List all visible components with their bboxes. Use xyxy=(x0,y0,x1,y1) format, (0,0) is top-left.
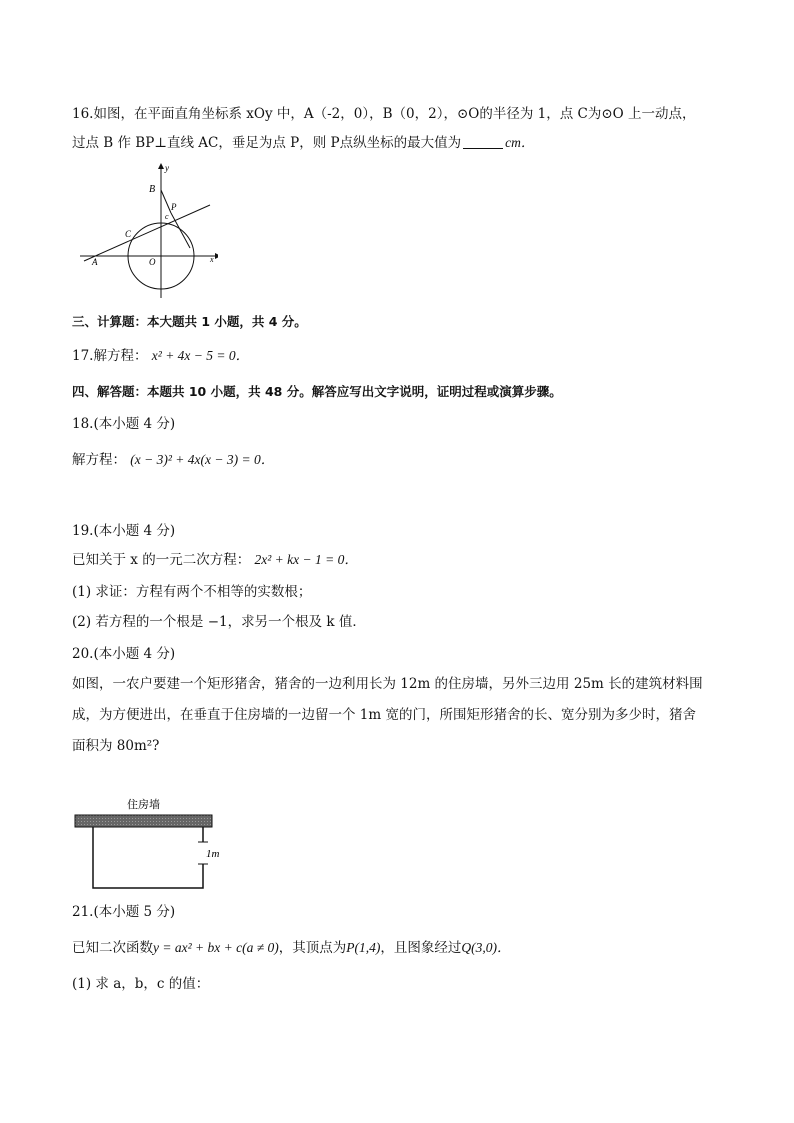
section-4-heading: 四、解答题：本题共 10 小题，共 48 分。解答应写出文字说明，证明过程或演算步骤。 xyxy=(72,384,562,399)
q21-part-1: (1) 求 a，b，c 的值： xyxy=(72,976,210,992)
q21-point: Q(3,0)． xyxy=(461,940,511,955)
q18 xyxy=(72,450,274,470)
q18-equation: (x − 3)² + 4x(x − 3) = 0． xyxy=(130,452,275,467)
label-a: A xyxy=(92,257,98,267)
label-y: y xyxy=(165,163,169,173)
q21-vertex: P(1,4) xyxy=(346,940,381,955)
q21-line-1 xyxy=(72,938,511,958)
q20-line-3: 面积为 80m²? xyxy=(72,738,160,754)
q20-header: 20.(本小题 4 分) xyxy=(72,646,176,662)
label-p: P xyxy=(171,202,177,212)
q19-part-1: (1) 求证：方程有两个不相等的实数根； xyxy=(72,584,312,600)
label-c-small: c xyxy=(165,212,169,221)
q17-equation: x² + 4x − 5 = 0． xyxy=(151,348,250,363)
line-ac xyxy=(84,205,210,261)
q16-line-2-text: 过点 B 作 BP⊥直线 AC，垂足为点 P，则 P点纵坐标的最大值为 xyxy=(72,135,462,151)
q21-passes-text: ，且图象经过 xyxy=(380,940,462,956)
q16-figure xyxy=(78,162,218,302)
wall-label: 住房墙 xyxy=(127,798,160,811)
q19-part-2: (2) 若方程的一个根是 −1，求另一个根及 k 值． xyxy=(72,614,366,630)
door-label: 1m xyxy=(206,848,220,860)
q21-header: 21.(本小题 5 分) xyxy=(72,904,176,920)
q20-line-2: 成，为方便进出，在垂直于住房墙的一边留一个 1m 宽的门，所围矩形猪舍的长、宽分别为多少时，猪舍 xyxy=(72,707,696,723)
label-x: x xyxy=(210,255,214,264)
q20-line-1: 如图，一农户要建一个矩形猪舍，猪舍的一边利用长为 12m 的住房墙，另外三边用 25m 长的建筑材料围 xyxy=(72,676,703,692)
q19-equation: 2x² + kx − 1 = 0． xyxy=(254,552,358,567)
q18-header: 18.(本小题 4 分) xyxy=(72,416,176,432)
q16-line-1: 16.如图，在平面直角坐标系 xOy 中，A（-2，0），B（0，2），⊙O的半径为 1，点 C为⊙O 上一动点， xyxy=(72,106,696,122)
q19-header: 19.(本小题 4 分) xyxy=(72,523,176,539)
q21-function: y = ax² + bx + c(a ≠ 0) xyxy=(153,940,279,955)
q16-line-2 xyxy=(72,133,534,153)
q20-figure xyxy=(72,794,232,890)
q19-intro: 已知关于 x 的一元二次方程： xyxy=(72,552,251,568)
label-c: C xyxy=(125,229,132,239)
q19-line-1 xyxy=(72,550,358,570)
q17-label: 17.解方程： xyxy=(72,348,148,364)
label-b: B xyxy=(149,184,156,195)
house-wall xyxy=(75,815,212,827)
label-o: O xyxy=(149,257,156,267)
q16-unit: cm． xyxy=(505,135,535,150)
q17 xyxy=(72,346,249,366)
q21-intro: 已知二次函数 xyxy=(72,940,153,956)
section-3-heading: 三、计算题：本大题共 1 小题，共 4 分。 xyxy=(72,314,307,329)
segment-bp xyxy=(161,190,171,213)
answer-blank xyxy=(463,134,503,149)
q18-label: 解方程： xyxy=(72,452,126,468)
pen-outline xyxy=(93,827,203,888)
q21-vertex-text: ，其顶点为 xyxy=(278,940,347,956)
